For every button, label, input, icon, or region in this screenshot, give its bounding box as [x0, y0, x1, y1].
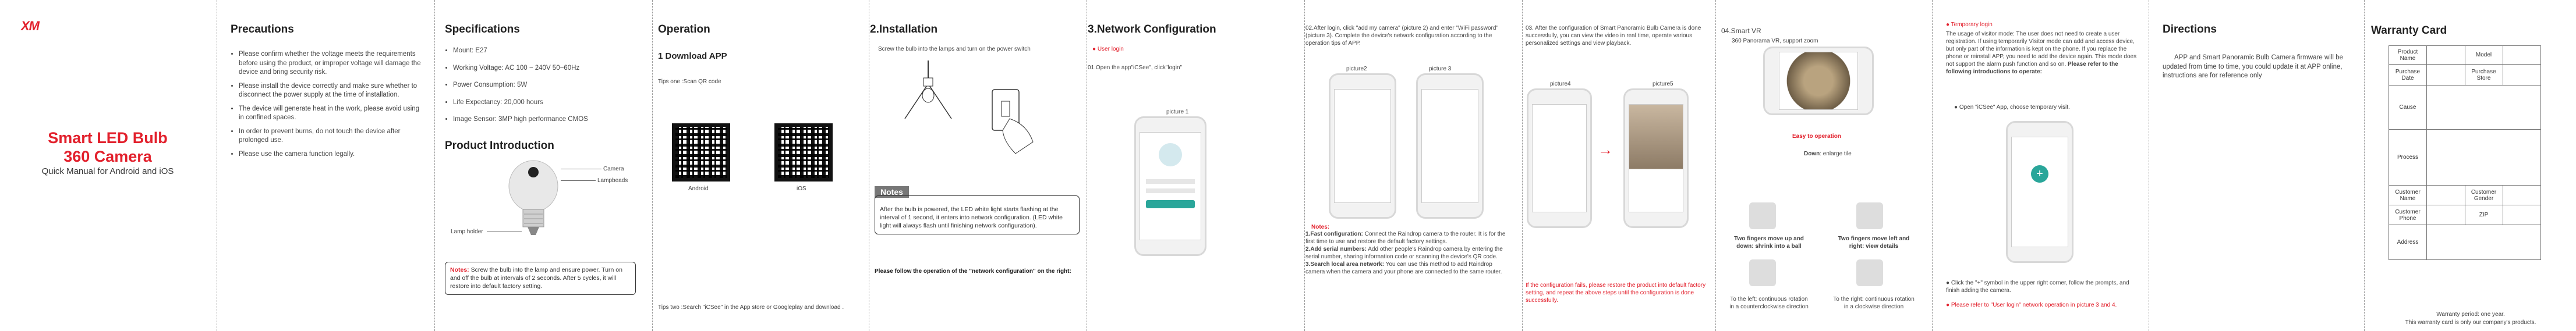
smartvr-panel	[1717, 0, 1932, 331]
cell-process-value[interactable]	[2427, 130, 2541, 186]
cover-panel	[0, 0, 215, 331]
phone-live-view	[1623, 88, 1689, 228]
specifications-note	[445, 262, 636, 295]
down-word: Down	[1804, 151, 1820, 157]
wifi-screen	[1421, 89, 1478, 203]
temporary-open: ● Open "iCSee" App, choose temporary visit.	[1954, 104, 2070, 111]
cell-address: Address	[2389, 225, 2427, 260]
leader-line	[561, 180, 596, 181]
device-list-screen	[1532, 104, 1587, 212]
network-panel-2	[1305, 0, 1522, 331]
installation-illustration	[893, 60, 1056, 165]
precautions-heading: Precautions	[231, 23, 294, 35]
cover-title-line2: 360 Camera	[63, 148, 152, 165]
temporary-desc-bold: Please refer to the following introductions to operate:	[1946, 61, 2118, 75]
phone-temporary-visit	[2006, 121, 2073, 263]
smartvr-sub: 360 Panorama VR, support zoom	[1732, 38, 1818, 44]
cell-customer-gender: Customer Gender	[2465, 186, 2503, 205]
label-camera: Camera	[603, 166, 624, 172]
directions-heading: Directions	[2163, 23, 2217, 35]
cell-model-value[interactable]	[2503, 46, 2541, 65]
note-text: Screw the bulb into the lamp and ensure power. Turn on and off the bulb at intervals of 2 seconds. After 5 cycles, it will restore into default factory setting.	[450, 266, 622, 290]
installation-heading: 2.Installation	[870, 23, 938, 35]
temporary-refer: ● Please refer to "User login" network operation in picture 3 and 4.	[1946, 302, 2117, 308]
directions-panel	[2150, 0, 2364, 331]
product-intro-heading: Product Introduction	[445, 140, 554, 152]
phone-add-camera	[1329, 73, 1396, 219]
cell-purchase-store-value[interactable]	[2503, 65, 2541, 86]
cell-zip-value[interactable]	[2503, 205, 2541, 225]
fold-line	[434, 0, 435, 331]
temporary-desc-text: The usage of visitor mode: The user does not need to create a user registration. If using temporarily Visitor mode can add and access device, but only part of the information is kept on the phone. If you replace the phone or reinstall APP, you need to add the device again. This mode does not support the alarm push function and so on.	[1946, 31, 2137, 67]
cover-subtitle: Quick Manual for Android and iOS	[41, 166, 174, 176]
spec-item: • Life Expectancy: 20,000 hours	[453, 98, 645, 108]
temporary-login-label: ● Temporary login	[1946, 22, 1993, 28]
warranty-panel	[2365, 0, 2576, 331]
temporary-plus-text: Click the "+" symbol in the upper right corner, follow the prompts, and finish adding the camera.	[1946, 280, 2129, 294]
fold-line	[2364, 0, 2365, 331]
qr-label-android: Android	[688, 186, 709, 192]
cell-customer-name: Customer Name	[2389, 186, 2427, 205]
temporary-login-text: Temporary login	[1951, 22, 1993, 28]
gesture-horizontal-text: Two fingers move left and right: view details	[1838, 236, 1910, 250]
network-panel-1	[1088, 0, 1305, 331]
fold-line	[1932, 0, 1933, 331]
gesture-two-finger-vertical-icon	[1749, 202, 1776, 229]
note3-text: You can use this method to add Raindrop camera when the camera and your phone are connected to the same router.	[1305, 261, 1502, 275]
fold-line	[1304, 0, 1305, 331]
fold-line	[652, 0, 653, 331]
qr-label-ios: iOS	[797, 186, 806, 192]
notes-tag: Notes	[875, 186, 909, 198]
label-lampholder: Lamp holder	[451, 229, 483, 235]
gesture-two-finger-horizontal-icon	[1856, 202, 1883, 229]
network2-notes	[1305, 230, 1509, 276]
tips-two: Tips two :Search "iCSee" in the App store or Googleplay and download .	[658, 304, 844, 311]
qr-code-android	[672, 123, 730, 181]
live-view-screen	[1629, 104, 1683, 212]
network-panel-3	[1523, 0, 1715, 331]
add-plus-icon[interactable]: +	[2031, 165, 2048, 183]
cell-cause: Cause	[2389, 86, 2427, 130]
spec-item: • Power Consumption: 5W	[453, 81, 645, 90]
precaution-item: • Please install the device correctly and make sure whether to disconnect the power supply at the time of installation.	[239, 82, 425, 100]
warranty-heading: Warranty Card	[2371, 24, 2447, 37]
directions-text: APP and Smart Panoramic Bulb Camera firmware will be updated from time to time, you could update it at APP online, instructions are for reference only	[2163, 54, 2343, 80]
qr-code-ios	[774, 123, 833, 181]
cell-address-value[interactable]	[2427, 225, 2541, 260]
warranty-table	[2389, 45, 2541, 260]
cell-zip: ZIP	[2465, 205, 2503, 225]
phone-device-list	[1527, 88, 1592, 228]
cell-cause-value[interactable]	[2427, 86, 2541, 130]
gesture-left-text: To the left: continuous rotation in a counterclockwise direction	[1729, 296, 1809, 310]
temporary-plus: ● Click the "+" symbol in the upper right corner, follow the prompts, and finish adding the camera.	[1946, 280, 2129, 294]
network2-notes-label: Notes:	[1311, 224, 1330, 230]
network-step2: 02.After login, click "add my camera" (picture 2) and enter "WiFi password"(picture 3). Complete the device's network configuration according to the operation tips of APP.	[1305, 25, 1498, 47]
note2-text: Add other people's Raindrop camera by entering the serial number, sharing information code or scanning the device's QR code.	[1305, 246, 1503, 260]
temporary-visit-screen	[2011, 137, 2068, 247]
fold-line	[1522, 0, 1523, 331]
cell-purchase-date-value[interactable]	[2427, 65, 2465, 86]
precaution-item: • In order to prevent burns, do not touch the device after prolonged use.	[239, 127, 425, 145]
picture1-caption: picture 1	[1166, 109, 1189, 115]
note1-label: 1.Fast configuration:	[1305, 231, 1363, 237]
arrow-right-icon: →	[1598, 141, 1613, 158]
picture4-caption: picture4	[1550, 81, 1571, 87]
cover-title-line1: Smart LED Bulb	[48, 129, 168, 147]
network-heading: 3.Network Configuration	[1088, 23, 1216, 35]
installation-follow: Please follow the operation of the "network configuration" on the right:	[875, 268, 1071, 275]
cell-product-name: Product Name	[2389, 46, 2427, 65]
note3-label: 3.Search local area network:	[1305, 261, 1385, 268]
specifications-list	[445, 47, 645, 133]
login-button[interactable]	[1146, 200, 1195, 208]
cell-customer-phone: Customer Phone	[2389, 205, 2427, 225]
picture2-caption: picture2	[1346, 66, 1367, 72]
bulb-illustration	[505, 158, 569, 240]
user-login-label: ● User login	[1092, 46, 1124, 52]
spec-item: • Mount: E27	[453, 47, 645, 56]
installation-notes: After the bulb is powered, the LED white light starts flashing at the interval of 1 second, it enters into network configuration. (LED white light will always flash until finishing network configuration).	[875, 195, 1080, 234]
cell-model: Model	[2465, 46, 2503, 65]
phone-panorama	[1763, 47, 1874, 115]
gesture-vertical-text: Two fingers move up and down: shrink into a ball	[1734, 236, 1804, 250]
warranty-footer: This warranty card is only our company's products.	[2405, 319, 2536, 326]
note1-text: Connect the Raindrop camera to the router. It is for the first time to use and restore the default factory settings.	[1305, 231, 1506, 245]
specifications-heading: Specifications	[445, 23, 520, 35]
network-step1: 01.Open the app"iCSee", click"login"	[1088, 65, 1183, 71]
down-suffix: : enlarge tile	[1820, 151, 1852, 157]
cell-purchase-date: Purchase Date	[2389, 65, 2427, 86]
gesture-swipe-left-icon	[1749, 259, 1776, 286]
cell-customer-gender-value[interactable]	[2503, 186, 2541, 205]
phone-wifi-password	[1416, 73, 1484, 219]
download-step: 1 Download APP	[658, 51, 727, 61]
temporary-login-panel	[1933, 0, 2149, 331]
config-fail-warning: If the configuration fails, please restore the product into default factory setting, and repeat the above steps until the configuration is done successfully.	[1526, 282, 1706, 304]
precautions-panel	[218, 0, 434, 331]
smartvr-heading: 04.Smart VR	[1721, 27, 1761, 35]
tips-one: Tips one :Scan QR code	[658, 79, 721, 85]
cell-product-name-value[interactable]	[2427, 46, 2465, 65]
spec-item: • Image Sensor: 3MP high performance CMOS	[453, 115, 645, 124]
easy-operation-label: Easy to operation	[1792, 133, 1841, 140]
note-label: Notes:	[450, 266, 469, 273]
warranty-period: Warranty period: one year.	[2436, 311, 2505, 318]
cell-customer-name-value[interactable]	[2427, 186, 2465, 205]
precaution-item: • Please use the camera function legally.	[239, 150, 425, 159]
installation-panel	[870, 0, 1087, 331]
down-label	[1804, 150, 1852, 158]
brand-logo: XM	[21, 19, 39, 33]
gesture-right-text: To the right: continuous rotation in a clockwise direction	[1833, 296, 1915, 310]
gesture-swipe-right-icon	[1856, 259, 1883, 286]
app-icon	[1159, 143, 1182, 166]
login-screen	[1140, 132, 1201, 240]
cell-process: Process	[2389, 130, 2427, 186]
cell-purchase-store: Purchase Store	[2465, 65, 2503, 86]
picture3-caption: picture 3	[1429, 66, 1452, 72]
phone-login	[1134, 116, 1206, 256]
add-camera-screen	[1334, 89, 1391, 203]
temporary-refer-text: Please refer to "User login" network operation in picture 3 and 4.	[1951, 302, 2117, 308]
operation-panel	[653, 0, 870, 331]
label-lampbeads: Lampbeads	[597, 177, 628, 184]
panorama-screen	[1779, 52, 1858, 110]
specifications-panel	[436, 0, 652, 331]
cell-customer-phone-value[interactable]	[2427, 205, 2465, 225]
operation-heading: Operation	[658, 23, 710, 35]
fold-line	[1715, 0, 1716, 331]
installation-instruction: Screw the bulb into the lamps and turn on the power switch	[878, 46, 1031, 52]
network-step3: 03. After the configuration of Smart Panoramic Bulb Camera is done successfully, you can view the video in real time, operate various personalized settings and view playback.	[1526, 25, 1701, 47]
precautions-list	[231, 50, 425, 163]
precaution-item: • Please confirm whether the voltage meets the requirements before using the product, or improper voltage will damage the device and bring security risk.	[239, 50, 425, 77]
precaution-item: • The device will generate heat in the work, please avoid using in confined spaces.	[239, 105, 425, 123]
temporary-login-desc	[1946, 30, 2144, 76]
note2-label: 2.Add serial numbers:	[1305, 246, 1367, 252]
user-login-text: User login	[1097, 46, 1124, 52]
spec-item: • Working Voltage: AC 100 ~ 240V 50~60Hz	[453, 64, 645, 73]
picture5-caption: picture5	[1653, 81, 1673, 87]
temporary-open-text: Open "iCSee" App, choose temporary visit.	[1959, 104, 2070, 111]
